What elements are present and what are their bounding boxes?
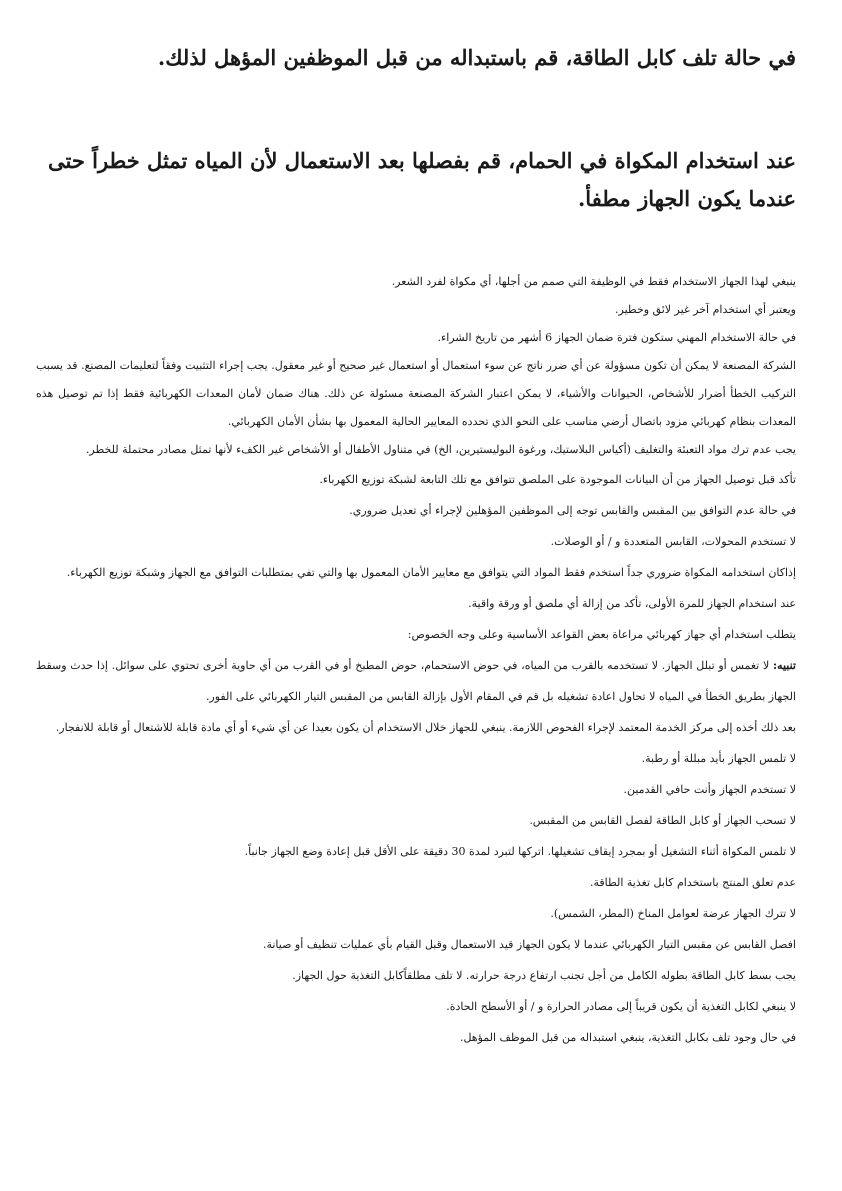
paragraph-improper-use: ويعتبر أي استخدام آخر غير لائق وخطير. — [615, 303, 796, 316]
warning-label: تنبيه: — [773, 659, 796, 672]
paragraph-warning — [36, 650, 796, 712]
paragraph-unwind-cable: يجب بسط كابل الطاقة بطوله الكامل من أجل تجنب ارتفاع درجة حرارته. لا تلف مطلقاًكابل التغذية حول الجهاز. — [292, 969, 796, 982]
paragraph-adapters: لا تستخدم المحولات، القابس المتعددة و / أو الوصلات. — [550, 535, 796, 548]
paragraph-manufacturer-liability: الشركة المصنعة لا يمكن أن تكون مسؤولة عن أي ضرر ناتج عن سوء استعمال أو استعمال غير صحيح أو غير معقول. يجب إجراء التثبيت وفقاً لتعليمات المصنع. قد يسبب التركيب الخطأ أضرار للأشخاص، الحيوانات والأشياء، لا يمكن اعتبار الشركة المصنعة مسئولة عن ذلك. هناك ضمان لأمان المعدات الكهربائية فقط إذا تم توصيل هذه المعدات بنظام كهربائي مزود باتصال أرضي مناسب على النحو الذي تحدده المعايير الحالية المعمول بها بشأن الأمان الكهربائي. — [36, 359, 796, 428]
paragraph-barefoot: لا تستخدم الجهاز وأنت حافي القدمين. — [623, 783, 796, 796]
heading-power-cable: في حالة تلف كابل الطاقة، قم باستبداله من قبل الموظفين المؤهل لذلك. — [157, 45, 796, 70]
paragraph-unplug: افصل القابس عن مقبس التيار الكهربائي عندما لا يكون الجهاز قيد الاستعمال وقبل القيام بأي عمليات تنظيف أو صيانة. — [262, 938, 796, 951]
paragraph-cool-down: لا تلمس المكواة أثناء التشغيل أو بمجرد إيقاف تشغيلها. اتركها لتبرد لمدة 30 دقيقة على الأقل قبل إعادة وضع الجهاز جانباً. — [244, 845, 796, 858]
paragraph-plug-mismatch: في حالة عدم التوافق بين المقبس والقابس توجه إلى الموظفين المؤهلين لإجراء أي تعديل ضروري. — [349, 504, 796, 517]
paragraph-damaged-cable: في حال وجود تلف بكابل التغذية، ينبغي استبداله من قبل الموظف المؤهل. — [459, 1031, 796, 1044]
warning-text: لا تغمس أو تبلل الجهاز. لا تستخدمه بالقرب من المياه، في حوض الاستحمام، حوض المطبخ أو في القرب من أي حاوية أخرى تحتوي على سوائل. إذا حدث وسقط الجهاز بطريق الخطأ في المياه لا تحاول اعادة تشغيله بل قم في المقام الأول بإزالة القابس من المقبس التيار الكهربائي على الفور. — [36, 659, 796, 703]
paragraph-weather: لا تترك الجهاز عرضة لعوامل المناخ (المطر، الشمس). — [550, 907, 796, 920]
paragraph-heat-sources: لا ينبغي لكابل التغذية أن يكون قريباً إلى مصادر الحرارة و / أو الأسطح الحادة. — [446, 1000, 796, 1013]
paragraph-pull-cable: لا تسحب الجهاز أو كابل الطاقة لفصل القابس من المقبس. — [529, 814, 796, 827]
heading-bathroom-use: عند استخدام المكواة في الحمام، قم بفصلها بعد الاستعمال لأن المياه تمثل خطراً حتى عندما يكون الجهاز مطفأ. — [47, 148, 796, 211]
safety-instructions — [36, 268, 796, 1053]
paragraph-intended-use: ينبغي لهذا الجهاز الاستخدام فقط في الوظيفة التي صمم من أجلها، أي مكواة لفرد الشعر. — [391, 275, 796, 288]
paragraph-basic-rules: يتطلب استخدام أي جهاز كهربائي مراعاة بعض القواعد الأساسية وعلى وجه الخصوص: — [407, 628, 796, 641]
paragraph-warranty: في حالة الاستخدام المهني ستكون فترة ضمان الجهاز 6 أشهر من تاريخ الشراء. — [437, 331, 796, 344]
paragraph-first-use: عند استخدام الجهاز للمرة الأولى، تأكد من إزالة أي ملصق أو ورقة واقية. — [468, 597, 796, 610]
paragraph-service-center: بعد ذلك أخذه إلى مركز الخدمة المعتمد لإجراء الفحوص اللازمة. ينبغي للجهاز خلال الاستخدام أن يكون بعيدا عن أي شيء أو أي مادة قابلة للاشتعال أو قابلة للانفجار. — [55, 721, 796, 734]
paragraph-label-check: تأكد قبل توصيل الجهاز من أن البيانات الموجودة على الملصق تتوافق مع تلك التابعة لشبكة توزيع الكهرباء. — [319, 473, 796, 486]
paragraph-hang-cable: عدم تعلق المنتج باستخدام كابل تغذية الطاقة. — [589, 876, 796, 889]
paragraph-safe-materials: إذاكان استخدامه المكواة ضروري جداً استخدم فقط المواد التي يتوافق مع معايير الأمان المعمول بها والتي تفي بمتطلبات التوافق مع الجهاز وشبكة توزيع الكهرباء. — [66, 566, 796, 579]
paragraph-wet-hands: لا تلمس الجهاز بأيد مبللة أو رطبة. — [641, 752, 796, 765]
paragraph-packaging: يجب عدم ترك مواد التعبئة والتغليف (أكياس البلاستيك، ورغوة البوليستيرين، الخ) في متناول الأطفال أو الأشخاص غير الكفء لأنها تمثل مصادر محتملة للخطر. — [85, 443, 796, 456]
